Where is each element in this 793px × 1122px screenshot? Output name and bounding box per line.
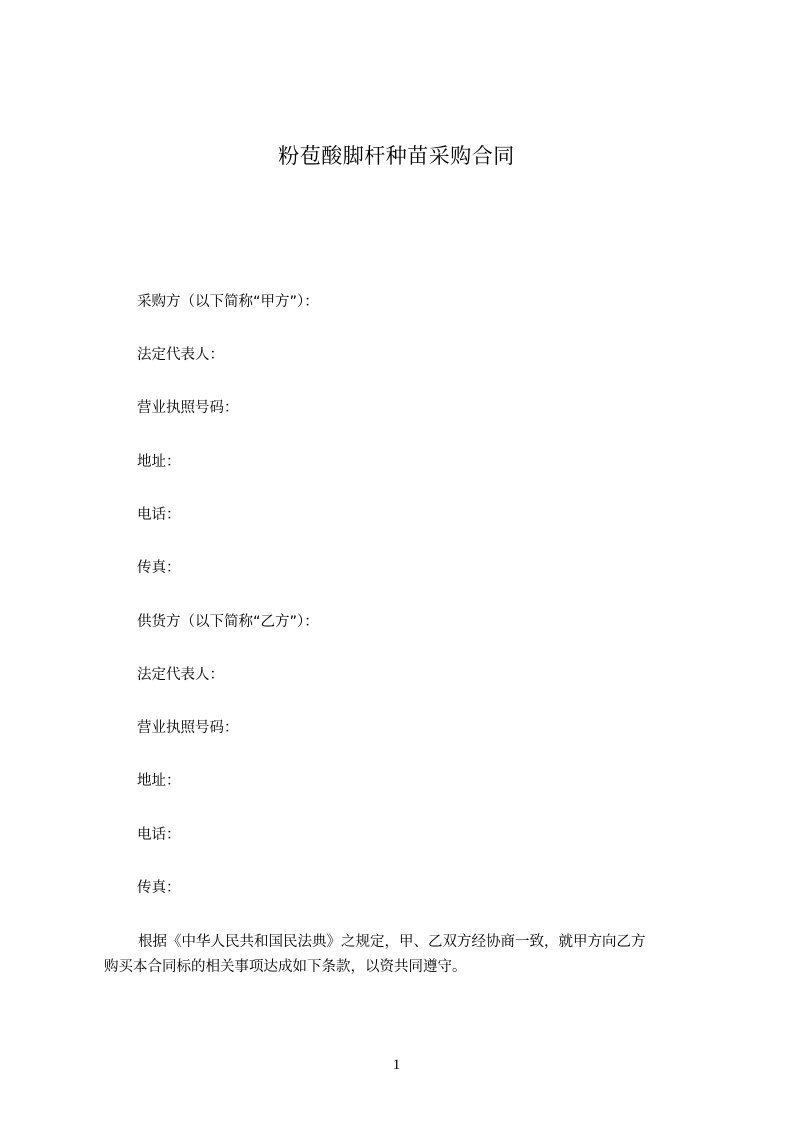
buyer-legal-rep-label: 法定代表人： [137,347,224,363]
supplier-fax-label: 传真： [137,880,181,896]
buyer-party-label: 采购方（以下简称“甲方”）： [137,294,319,310]
preamble-paragraph [104,930,710,980]
preamble-line-1: 根据《中华人民共和国民法典》之规定，甲、乙双方经协商一致，就甲方向乙方 [138,934,646,950]
buyer-fax-label: 传真： [137,560,181,576]
supplier-legal-rep-label: 法定代表人： [137,667,224,683]
supplier-party-label: 供货方（以下简称“乙方”）： [137,614,319,630]
page-number: 1 [392,1057,401,1073]
supplier-license-label: 营业执照号码： [137,720,239,736]
buyer-license-label: 营业执照号码： [137,400,239,416]
buyer-address-label: 地址： [137,454,181,470]
buyer-phone-label: 电话： [137,507,181,523]
supplier-phone-label: 电话： [137,827,181,843]
document-title: 粉苞酸脚杆种苗采购合同 [278,144,515,168]
preamble-line-2: 购买本合同标的相关事项达成如下条款，以资共同遵守。 [104,959,467,975]
supplier-address-label: 地址： [137,773,181,789]
